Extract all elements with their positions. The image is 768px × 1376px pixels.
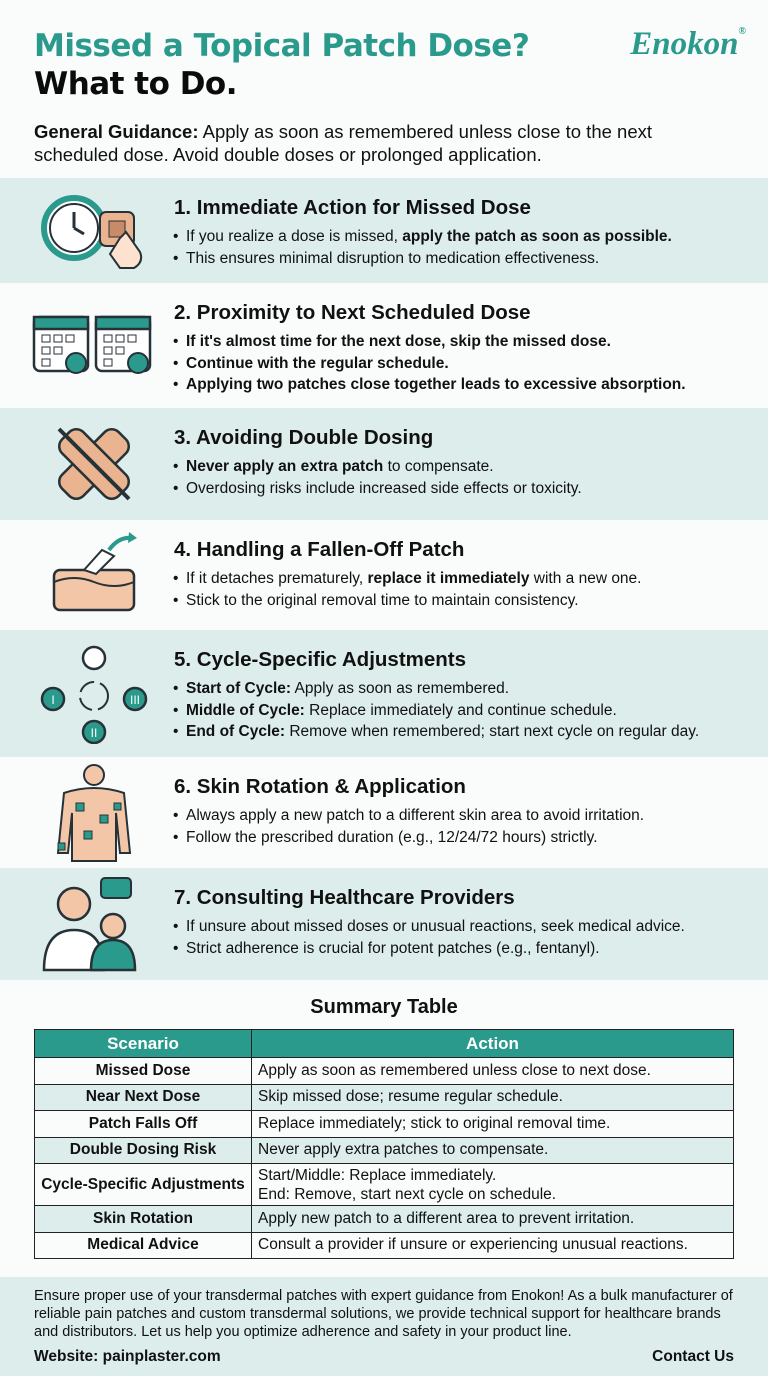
bullet-item: • End of Cycle: Remove when remembered; start next cycle on regular day. [186,721,699,743]
bullet-item: • Middle of Cycle: Replace immediately and continue schedule. [186,700,699,722]
section-3 [0,408,768,520]
table-row [35,1232,734,1259]
table-row [35,1137,734,1164]
bullet-item: • This ensures minimal disruption to medication effectiveness. [186,248,672,270]
section-7 [0,868,768,980]
section-5 [0,630,768,757]
scenario-cell: Patch Falls Off [35,1111,252,1138]
cycle-label-2: II [90,725,98,740]
bullet-item: • If it's almost time for the next dose, skip the missed dose. [186,331,686,353]
scenario-cell: Cycle-Specific Adjustments [35,1164,252,1206]
table-row [35,1084,734,1111]
contact-us-link[interactable]: Contact Us [652,1348,734,1365]
bullet-item: • If it detaches prematurely, replace it immediately with a new one. [186,568,641,590]
section-title: 1. Immediate Action for Missed Dose [174,196,531,219]
section-bullets [186,331,686,396]
summary-title: Summary Table [310,996,458,1018]
section-title: 5. Cycle-Specific Adjustments [174,648,467,671]
calendar-icon [30,296,158,396]
bullet-item: • Start of Cycle: Apply as soon as remembered. [186,678,699,700]
bullet-item: • Overdosing risks include increased side effects or toxicity. [186,478,582,500]
header [34,28,734,102]
bullet-item: • Stick to the original removal time to maintain consistency. [186,590,641,612]
section-title: 4. Handling a Fallen-Off Patch [174,538,465,561]
bullet-item: • Continue with the regular schedule. [186,353,686,375]
section-bullets [186,456,582,499]
header-action: Action [252,1030,734,1058]
action-cell: Apply as soon as remembered unless close to next dose. [252,1058,734,1085]
summary-table [34,1029,734,1259]
action-cell: Start/Middle: Replace immediately. End: Remove, start next cycle on schedule. [252,1164,734,1206]
action-cell: Consult a provider if unsure or experiencing unusual reactions. [252,1232,734,1259]
action-cell: Never apply extra patches to compensate. [252,1137,734,1164]
cycle-icon [30,644,158,744]
bullet-item: • If you realize a dose is missed, apply the patch as soon as possible. [186,226,672,248]
clock-patch-icon [30,181,158,281]
section-title: 2. Proximity to Next Scheduled Dose [174,301,531,324]
scenario-cell: Near Next Dose [35,1084,252,1111]
general-guidance: General Guidance: Apply as soon as remembered unless close to the next scheduled dose. Avoid double doses or prolonged application. [34,121,653,165]
table-row [35,1058,734,1085]
action-cell: Skip missed dose; resume regular schedule. [252,1084,734,1111]
scenario-cell: Double Dosing Risk [35,1137,252,1164]
bullet-item: • Strict adherence is crucial for potent patches (e.g., fentanyl). [186,938,685,960]
skin-patch-icon [30,525,158,625]
scenario-cell: Missed Dose [35,1058,252,1085]
footer [0,1277,768,1376]
section-bullets [186,568,641,611]
section-1 [0,178,768,283]
table-row [35,1206,734,1233]
body-rotation-icon [30,763,158,863]
bullet-item: • Never apply an extra patch to compensate. [186,456,582,478]
section-6 [0,757,768,868]
header-scenario: Scenario [35,1030,252,1058]
section-4 [0,520,768,630]
section-bullets [186,805,644,848]
cycle-label-3: III [129,692,141,707]
table-row [35,1111,734,1138]
cycle-label-1: I [51,692,55,707]
footer-text: Ensure proper use of your transdermal patches with expert guidance from Enokon! As a bulk manufacturer of reliable pain patches and custom transdermal solutions, we provide technical support for healthcare brands and distributors. Let us help you optimize adherence and safety in your product line. [34,1288,733,1340]
bullet-item: • Applying two patches close together leads to excessive absorption. [186,374,686,396]
table-row [35,1164,734,1206]
doctor-patient-icon [30,874,158,974]
website-link[interactable]: Website: painplaster.com [34,1348,221,1365]
section-title: 6. Skin Rotation & Application [174,775,466,798]
title-line-1: Missed a Topical Patch Dose? [34,28,530,64]
crossed-patches-icon [30,414,158,514]
section-title: 3. Avoiding Double Dosing [174,426,434,449]
scenario-cell: Medical Advice [35,1232,252,1259]
section-title: 7. Consulting Healthcare Providers [174,886,515,909]
scenario-cell: Skin Rotation [35,1206,252,1233]
bullet-item: • If unsure about missed doses or unusual reactions, seek medical advice. [186,916,685,938]
title-line-2: What to Do. [34,66,238,102]
bullet-item: • Follow the prescribed duration (e.g., 12/24/72 hours) strictly. [186,827,644,849]
bullet-item: • Always apply a new patch to a different skin area to avoid irritation. [186,805,644,827]
section-bullets [186,916,685,959]
section-bullets [186,226,672,269]
action-cell: Apply new patch to a different area to prevent irritation. [252,1206,734,1233]
section-bullets [186,678,699,743]
brand-logo: Enokon® [630,26,746,62]
action-cell: Replace immediately; stick to original removal time. [252,1111,734,1138]
section-2 [0,283,768,408]
